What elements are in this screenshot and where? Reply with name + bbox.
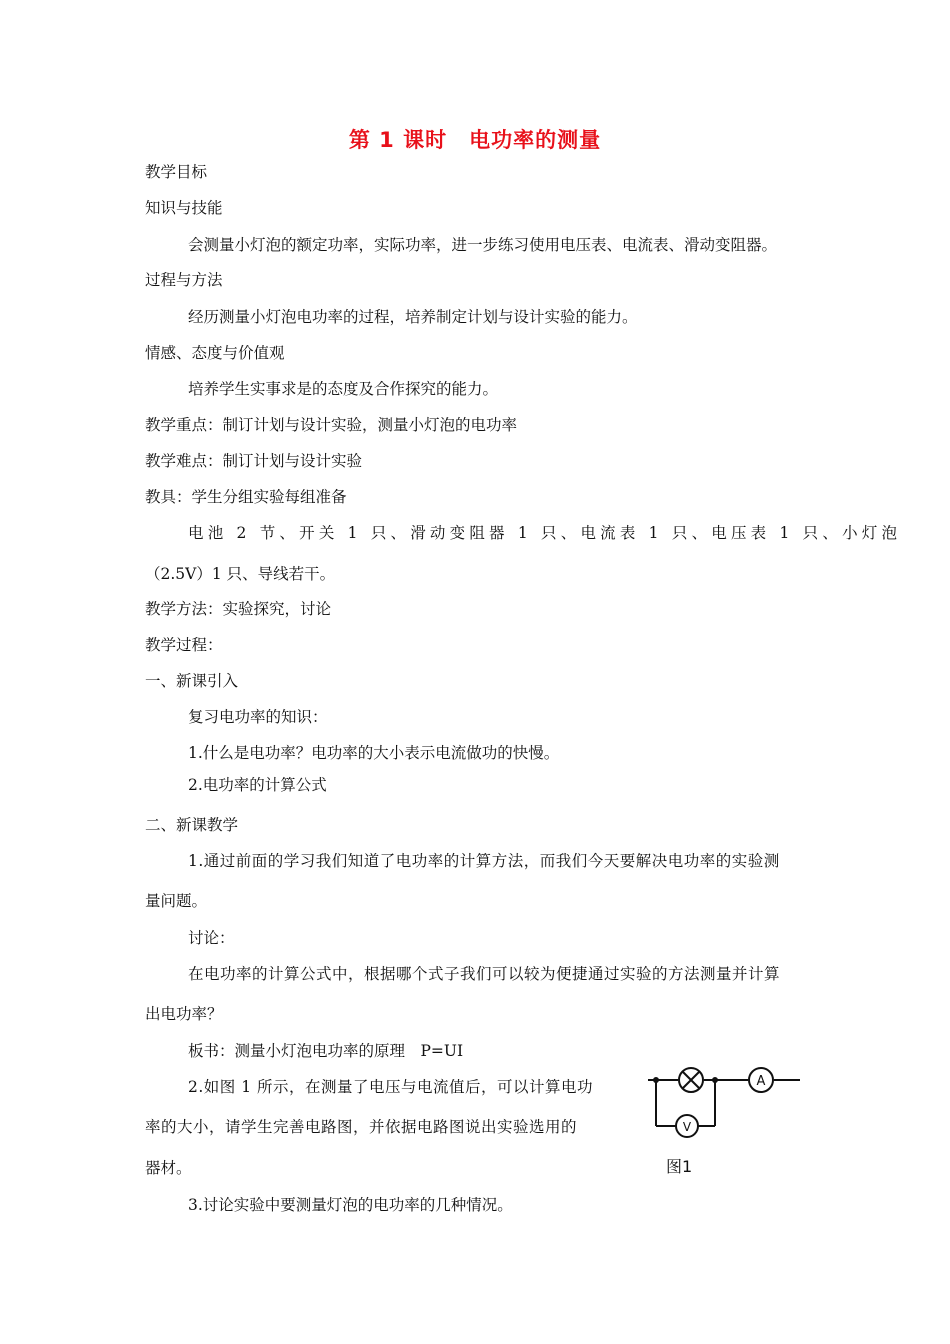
teaching-point-1-line-1: 1.通过前面的学习我们知道了电功率的计算方法，而我们今天要解决电功率的实验测 [188,852,780,870]
junction-dot [653,1077,659,1083]
teaching-point-2-line-1: 2.如图 1 所示，在测量了电压与电流值后，可以计算电功 [188,1078,594,1096]
review-knowledge: 复习电功率的知识： [188,708,328,726]
teaching-key-points: 教学重点：制订计划与设计实验，测量小灯泡的电功率 [145,416,518,434]
junction-dot [712,1077,718,1083]
paragraph-process-method: 经历测量小灯泡电功率的过程，培养制定计划与设计实验的能力。 [188,308,638,326]
discussion-line-2: 出电功率？ [145,1005,223,1023]
heading-knowledge-skills: 知识与技能 [145,199,223,217]
teaching-method: 教学方法：实验探究，讨论 [145,600,332,618]
voltmeter-symbol: V [682,1120,692,1134]
teaching-point-2-line-2: 率的大小，请学生完善电路图，并依据电路图说出实验选用的 [145,1118,578,1136]
teaching-point-3: 3.讨论实验中要测量灯泡的电功率的几种情况。 [188,1196,513,1214]
blackboard-principle: 板书：测量小灯泡电功率的原理 P=UI [188,1042,464,1060]
teaching-point-2-line-3: 器材。 [145,1159,192,1177]
review-question-2: 2.电功率的计算公式 [188,776,327,794]
heading-process-method: 过程与方法 [145,271,223,289]
discussion-label: 讨论： [188,929,235,947]
heading-new-lesson-teaching: 二、新课教学 [145,816,239,834]
lamp-icon [679,1068,703,1092]
teaching-difficulties: 教学难点：制订计划与设计实验 [145,452,363,470]
page-title: 第 1 课时 电功率的测量 [348,128,602,152]
ammeter-icon [749,1068,773,1092]
ammeter-symbol: A [756,1074,766,1089]
heading-teaching-process: 教学过程： [145,636,223,654]
review-question-1: 1.什么是电功率？电功率的大小表示电流做功的快慢。 [188,744,560,762]
heading-new-lesson-intro: 一、新课引入 [145,672,239,690]
discussion-line-1: 在电功率的计算公式中，根据哪个式子我们可以较为便捷通过实验的方法测量并计算 [188,965,781,983]
figure-label: 图1 [666,1157,693,1176]
circuit-diagram [648,1062,808,1152]
paragraph-attitude-values: 培养学生实事求是的态度及合作探究的能力。 [188,380,499,398]
voltmeter-icon [676,1115,698,1137]
heading-teaching-goals: 教学目标 [145,163,208,181]
equipment-list-line-2: （2.5V）1 只、导线若干。 [145,565,336,583]
teaching-point-1-line-2: 量问题。 [145,892,208,910]
equipment-list-line-1: 电池 2 节、开关 1 只、滑动变阻器 1 只、电流表 1 只、电压表 1 只、小灯泡 [188,524,902,542]
teaching-aids: 教具：学生分组实验每组准备 [145,488,347,506]
paragraph-knowledge-skills: 会测量小灯泡的额定功率，实际功率，进一步练习使用电压表、电流表、滑动变阻器。 [188,236,778,254]
heading-attitude-values: 情感、态度与价值观 [145,344,285,362]
